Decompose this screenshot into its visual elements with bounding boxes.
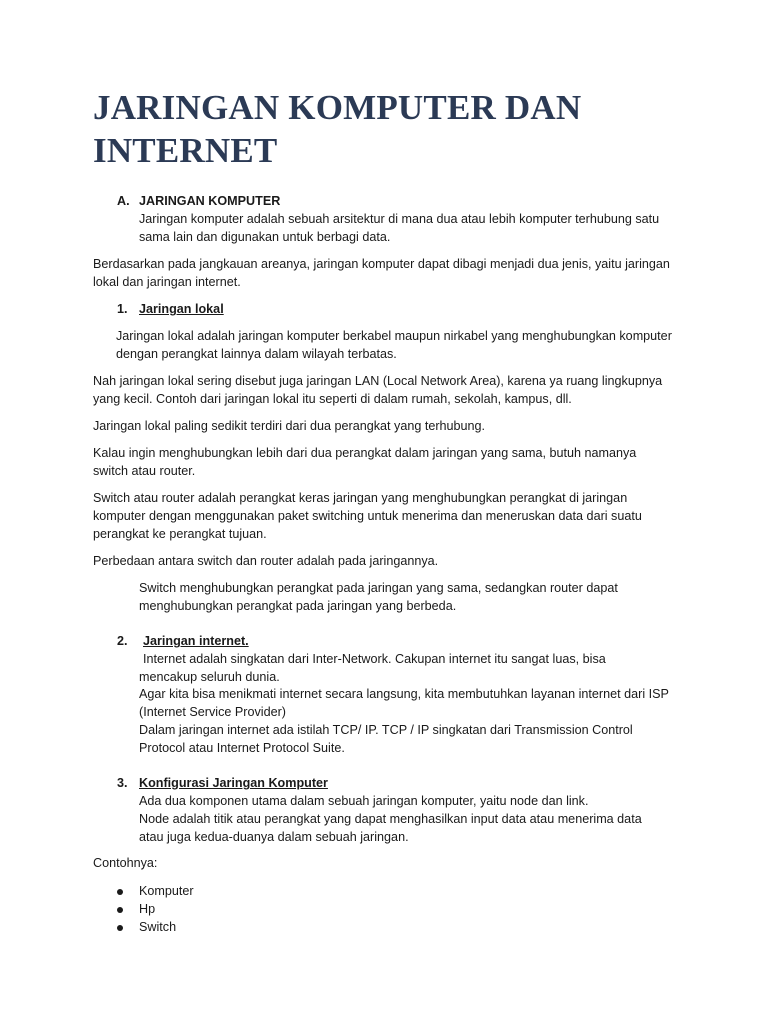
bullet-icon	[117, 907, 123, 913]
bullet-icon	[117, 889, 123, 895]
bullet-icon	[117, 925, 123, 931]
item-2-line-tcpip: Dalam jaringan internet ada istilah TCP/ IP. TCP / IP singkatan dari Transmission Control Protocol atau Internet Protocol Suite.	[139, 723, 633, 755]
example-item: Switch	[139, 920, 177, 934]
section-a-marker: A.	[117, 194, 130, 208]
item-3-marker: 3.	[117, 776, 128, 790]
paragraph-switch-router-def: Switch atau router adalah perangkat keras jaringan yang menghubungkan perangkat di jaringan komputer dengan menggunakan paket switching untuk menerima dan meneruskan data dari suatu perangkat ke perangkat tujuan.	[93, 491, 642, 541]
item-3-heading: Konfigurasi Jaringan Komputer	[139, 776, 328, 790]
intro-paragraph: Berdasarkan pada jangkauan areanya, jaringan komputer dapat dibagi menjadi dua jenis, yaitu jaringan lokal dan jaringan internet.	[93, 257, 670, 289]
item-2-heading: Jaringan internet.	[143, 634, 249, 648]
item-1-text: Jaringan lokal adalah jaringan komputer berkabel maupun nirkabel yang menghubungkan komputer dengan perangkat lainnya dalam wilayah terbatas.	[116, 329, 672, 361]
item-2-line-isp: Agar kita bisa menikmati internet secara langsung, kita membutuhkan layanan internet dari ISP (Internet Service Provider)	[139, 687, 669, 719]
paragraph-min-devices: Jaringan lokal paling sedikit terdiri dari dua perangkat yang terhubung.	[93, 419, 486, 433]
item-3-line-components: Ada dua komponen utama dalam sebuah jaringan komputer, yaitu node dan link.	[139, 794, 589, 808]
example-item: Komputer	[139, 884, 194, 898]
item-2-marker: 2.	[117, 634, 128, 648]
indented-note: Switch menghubungkan perangkat pada jaringan yang sama, sedangkan router dapat menghubungkan perangkat pada jaringan yang berbeda.	[139, 581, 618, 613]
paragraph-switch-router-need: Kalau ingin menghubungkan lebih dari dua perangkat dalam jaringan yang sama, butuh namanya switch atau router.	[93, 446, 637, 478]
item-1-marker: 1.	[117, 302, 128, 316]
item-3-line-node: Node adalah titik atau perangkat yang dapat menghasilkan input data atau menerima data atau juga kedua-duanya dalam sebuah jaringan.	[139, 812, 642, 844]
section-a-heading: JARINGAN KOMPUTER	[139, 194, 281, 208]
paragraph-lan: Nah jaringan lokal sering disebut juga jaringan LAN (Local Network Area), karena ya ruang lingkupnya yang kecil. Contoh dari jaringan lokal itu seperti di dalam rumah, sekolah, kampus, dll.	[93, 374, 663, 406]
item-2-line-internet: Internet adalah singkatan dari Inter-Network. Cakupan internet itu sangat luas, bisa mencakup seluruh dunia.	[139, 652, 606, 684]
paragraph-difference: Perbedaan antara switch dan router adalah pada jaringannya.	[93, 554, 439, 568]
item-1-heading: Jaringan lokal	[139, 302, 224, 316]
document-title: JARINGAN KOMPUTER DAN INTERNET	[93, 88, 582, 170]
section-a-text: Jaringan komputer adalah sebuah arsitektur di mana dua atau lebih komputer terhubung satu sama lain dan digunakan untuk berbagi data.	[139, 212, 660, 244]
examples-label: Contohnya:	[93, 856, 158, 870]
example-item: Hp	[139, 902, 156, 916]
